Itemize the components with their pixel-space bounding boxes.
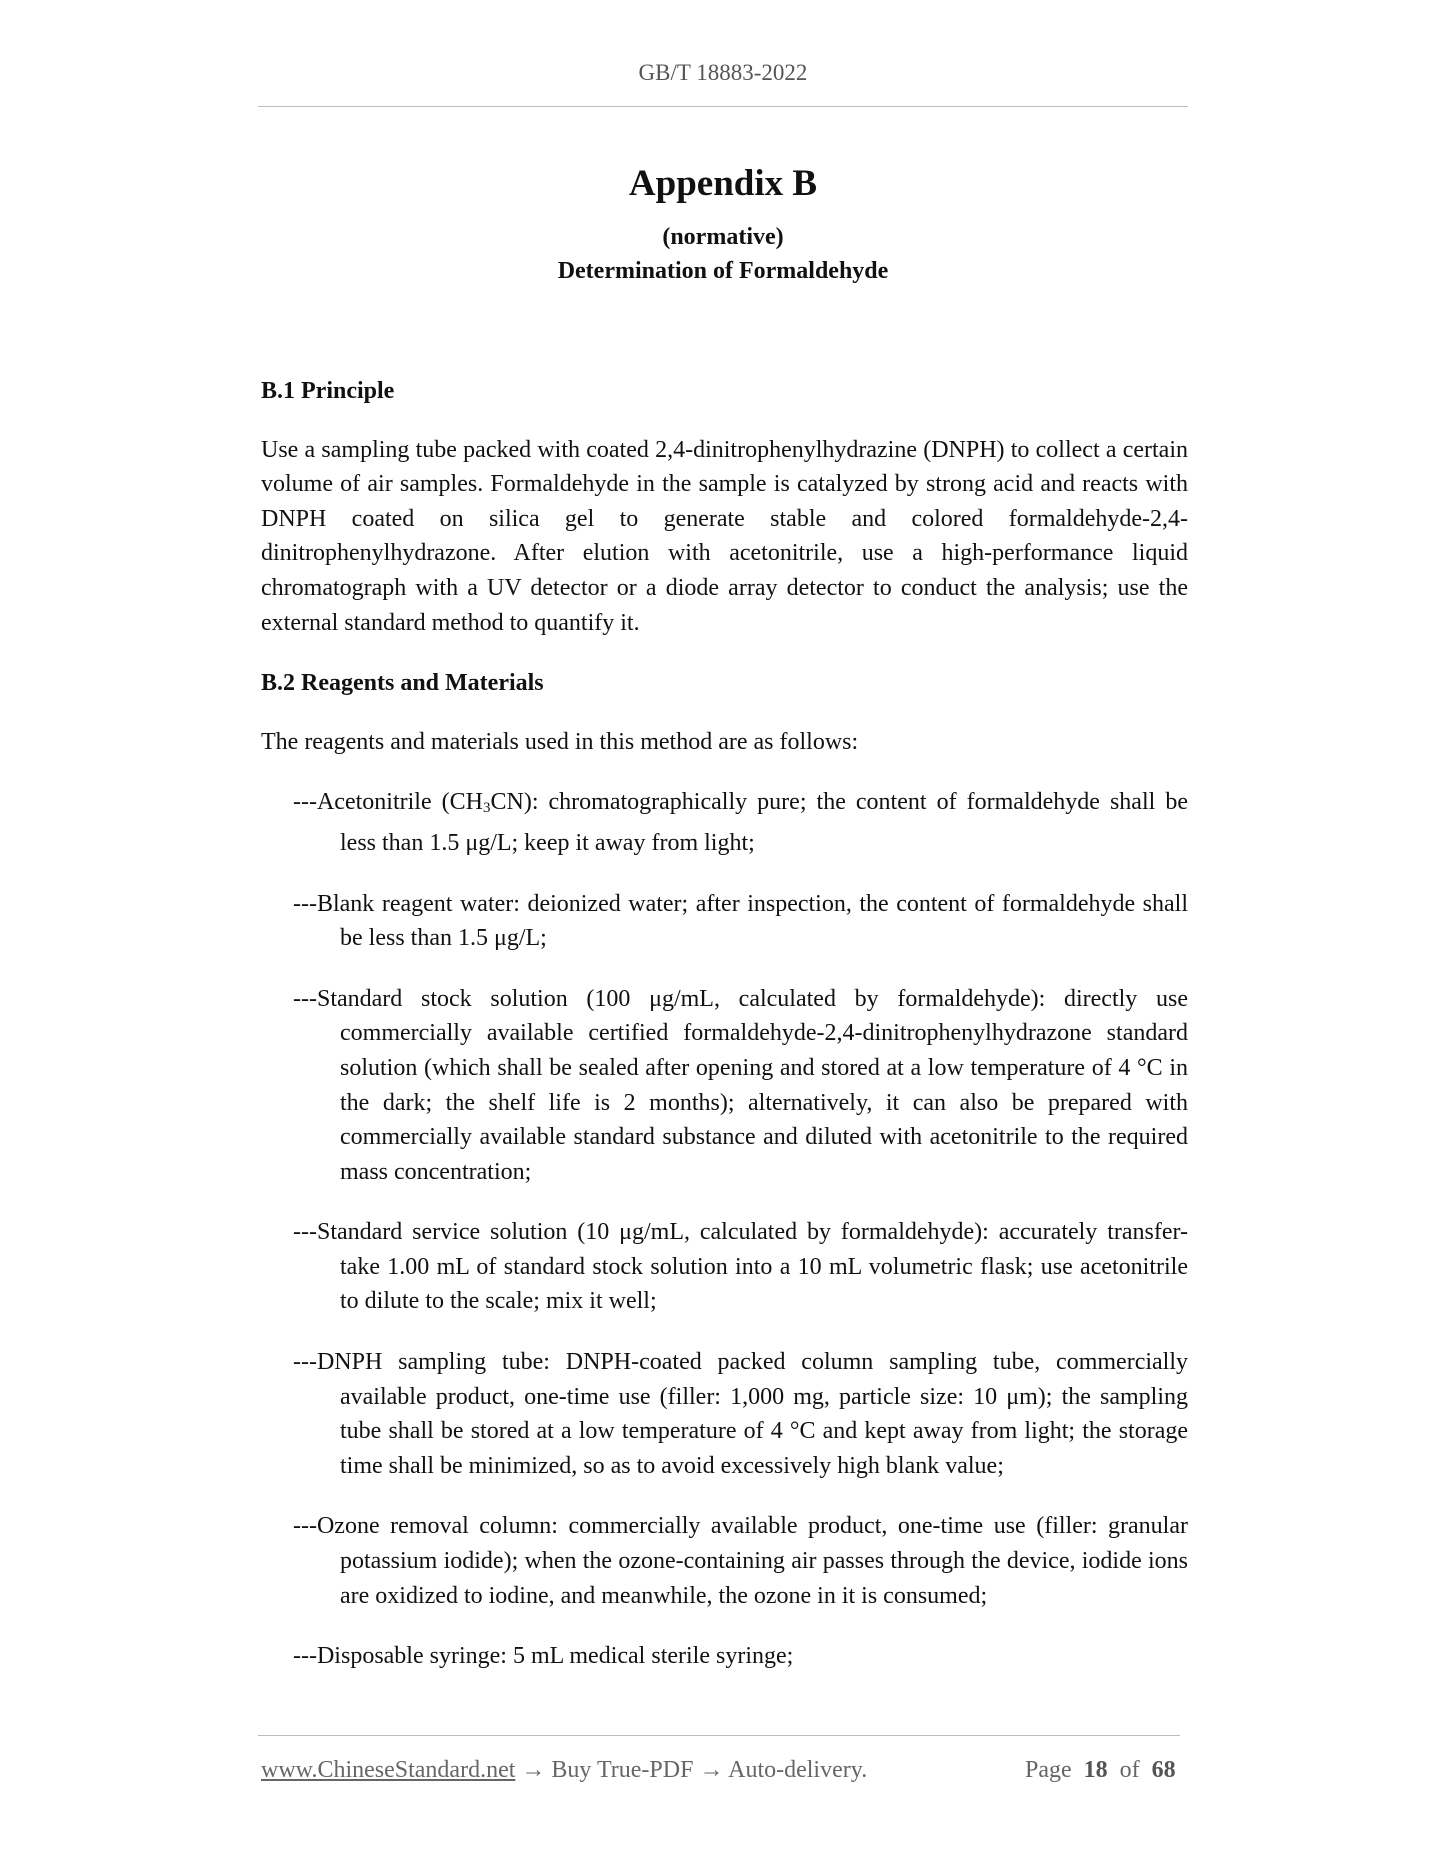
page-label: Page	[1025, 1757, 1072, 1783]
list-item-blank-water: ---Blank reagent water: deionized water; after inspection, the content of formaldehyde shall be less than 1.5 μg/L;	[293, 890, 1188, 952]
of-label: of	[1119, 1757, 1140, 1783]
footer-divider	[258, 1735, 1180, 1736]
footer-promo	[261, 1757, 867, 1784]
reagents-intro: The reagents and materials used in this method are as follows:	[261, 728, 859, 755]
footer-tagline: → Buy True-PDF → Auto-delivery.	[515, 1757, 868, 1783]
section-heading-b2: B.2 Reagents and Materials	[261, 670, 544, 697]
total-pages: 68	[1151, 1757, 1176, 1783]
acetonitrile-rest: CN): chromatographically pure; the content of formaldehyde shall be less than 1.5 μg/L; keep it away from light;	[340, 789, 1188, 856]
title-block	[258, 160, 1188, 288]
list-item-ozone-column: ---Ozone removal column: commercially available product, one-time use (filler: granular potassium iodide); when the ozone-containing air passes through the device, iodide ions are oxidized to iodine, and meanwhile, the ozone in it is consumed;	[293, 1513, 1188, 1609]
appendix-type: (normative)	[662, 224, 784, 250]
list-item-dnph-tube: ---DNPH sampling tube: DNPH-coated packed column sampling tube, commercially available product, one-time use (filler: 1,000 mg, particle size: 10 μm); the sampling tube shall be stored at a low temperature of 4 °C and kept away from light; the storage time shall be minimized, so as to avoid excessively high blank value;	[293, 1349, 1188, 1479]
list-item-service-solution: ---Standard service solution (10 μg/mL, calculated by formaldehyde): accurately transfer-take 1.00 mL of standard stock solution into a 10 mL volumetric flask; use acetonitrile to dilute to the scale; mix it well;	[293, 1219, 1188, 1315]
current-page: 18	[1083, 1757, 1108, 1783]
page-number	[1025, 1757, 1176, 1784]
principle-paragraph: Use a sampling tube packed with coated 2,4-dinitrophenylhydrazine (DNPH) to collect a certain volume of air samples. Formaldehyde in the sample is catalyzed by strong acid and reacts with DNPH coated on silica gel to generate stable and colored formaldehyde-2,4-dinitrophenylhydrazone. After elution with acetonitrile, use a high-performance liquid chromatograph with a UV detector or a diode array detector to conduct the analysis; use the external standard method to quantify it.	[261, 436, 1188, 636]
header-divider	[258, 106, 1188, 107]
acetonitrile-prefix: ---Acetonitrile (CH	[293, 789, 483, 816]
section-heading-b1: B.1 Principle	[261, 378, 395, 404]
acetonitrile-subscript: 3	[482, 800, 491, 817]
document-body	[261, 374, 1188, 1700]
appendix-subject: Determination of Formaldehyde	[557, 258, 889, 284]
list-item-syringe: ---Disposable syringe: 5 mL medical sterile syringe;	[293, 1643, 794, 1670]
appendix-title: Appendix B	[628, 163, 818, 204]
list-item-acetonitrile	[261, 785, 1188, 860]
list-item-stock-solution: ---Standard stock solution (100 μg/mL, calculated by formaldehyde): directly use commercially available certified formaldehyde-2,4-dinitrophenylhydrazone standard solution (which shall be sealed after opening and stored at a low temperature of 4 °C in the dark; the shelf life is 2 months); alternatively, it can also be prepared with commercially available standard substance and diluted with acetonitrile to the required mass concentration;	[293, 985, 1188, 1185]
site-link[interactable]: www.ChineseStandard.net	[261, 1757, 516, 1783]
document-header: GB/T 18883-2022	[638, 60, 808, 85]
